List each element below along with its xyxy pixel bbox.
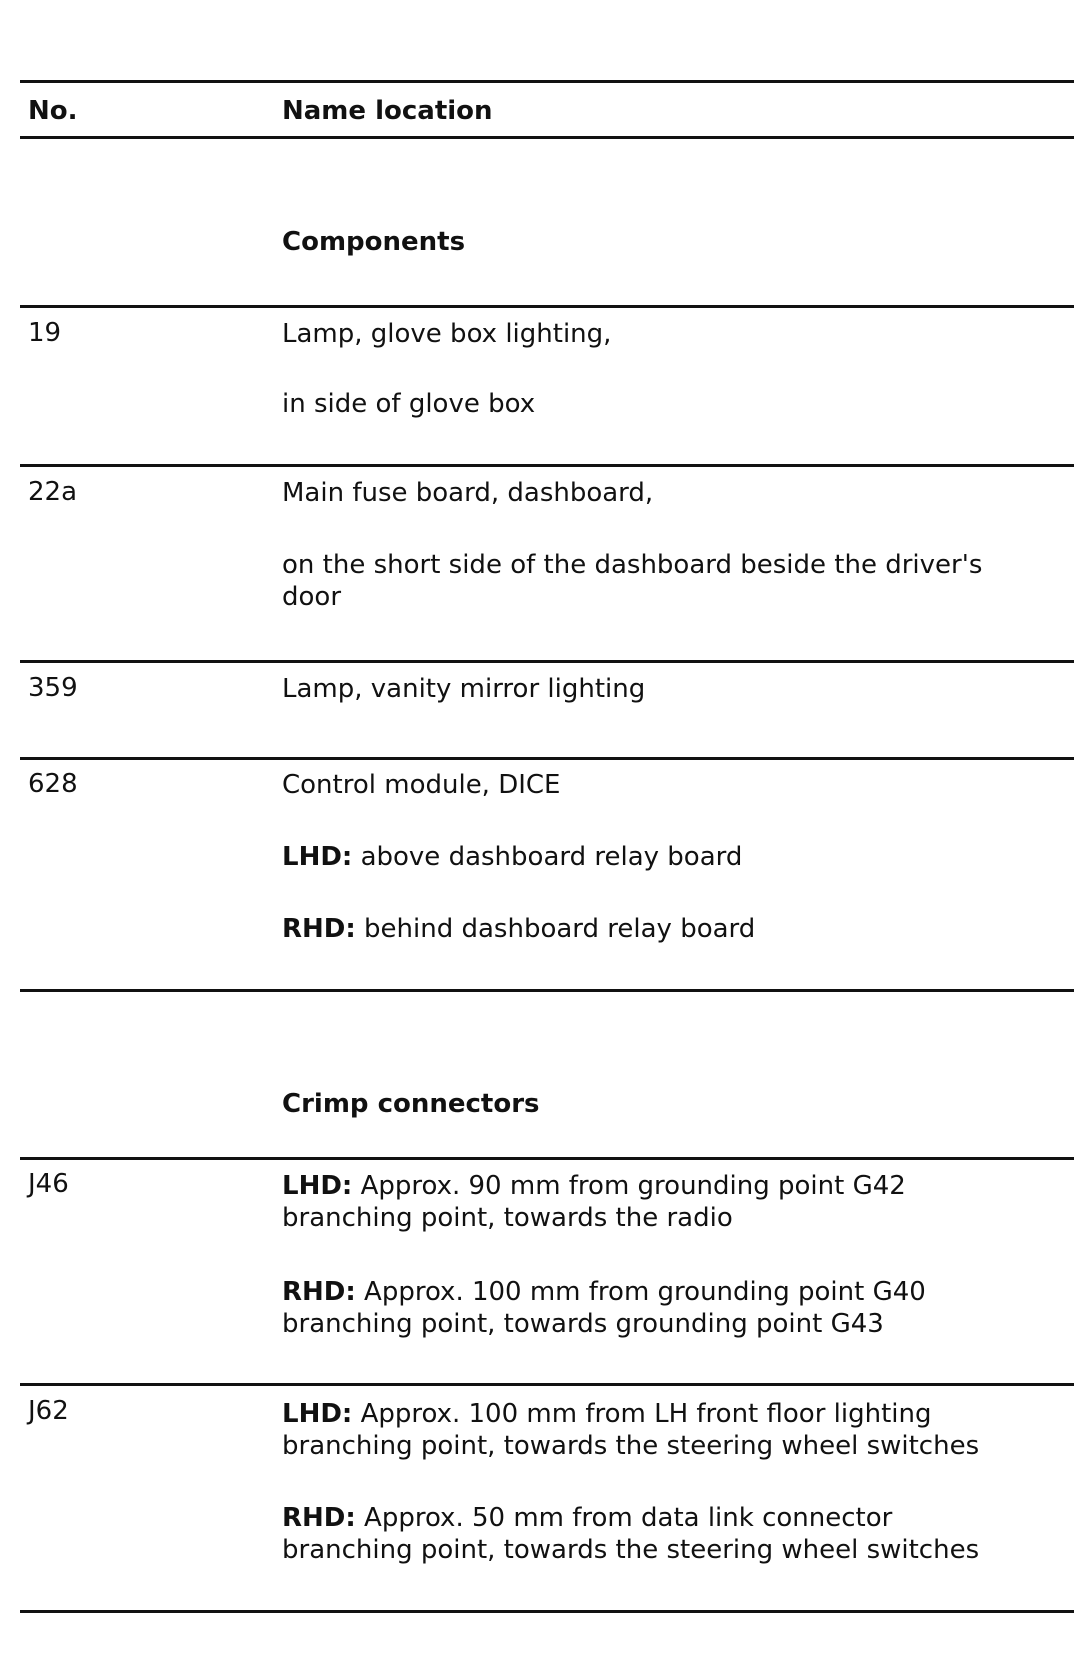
item-location: in side of glove box xyxy=(282,389,536,419)
lhd-label: LHD: xyxy=(282,1171,353,1201)
rhd-text: Approx. 50 mm from data link connector xyxy=(364,1503,893,1533)
item-description: Lamp, vanity mirror lighting xyxy=(282,674,646,704)
rhd-label: RHD: xyxy=(282,1503,356,1533)
item-description: Lamp, glove box lighting, xyxy=(282,319,612,349)
lhd-text: Approx. 90 mm from grounding point G42 xyxy=(360,1171,906,1201)
item-location-line: branching point, towards the steering wheel switches xyxy=(282,1431,980,1461)
header-bottom-rule xyxy=(20,136,1074,139)
item-location-rhd xyxy=(282,1502,892,1534)
section-title: Crimp connectors xyxy=(282,1089,540,1119)
item-location-rhd xyxy=(282,1276,926,1308)
item-location-line: branching point, towards the steering wheel switches xyxy=(282,1535,980,1565)
header-top-rule xyxy=(20,80,1074,83)
row-divider xyxy=(20,464,1074,467)
item-location: on the short side of the dashboard beside the driver's xyxy=(282,550,983,580)
row-divider xyxy=(20,1383,1074,1386)
row-divider xyxy=(20,660,1074,663)
row-divider xyxy=(20,1157,1074,1160)
item-location-rhd xyxy=(282,913,755,945)
item-location-line: branching point, towards the radio xyxy=(282,1203,733,1233)
item-description: Control module, DICE xyxy=(282,770,561,800)
row-divider xyxy=(20,305,1074,308)
item-number: J46 xyxy=(28,1169,69,1199)
lhd-text: above dashboard relay board xyxy=(360,842,743,872)
section-end-rule xyxy=(20,989,1074,992)
rhd-label: RHD: xyxy=(282,914,356,944)
column-header-name-location: Name location xyxy=(282,96,493,126)
item-number: 628 xyxy=(28,769,78,799)
column-header-no: No. xyxy=(28,96,78,126)
rhd-label: RHD: xyxy=(282,1277,356,1307)
item-location-lhd xyxy=(282,841,742,873)
item-location: door xyxy=(282,582,342,612)
table-bottom-rule xyxy=(20,1610,1074,1613)
lhd-text: Approx. 100 mm from LH front floor lighting xyxy=(360,1399,932,1429)
section-title: Components xyxy=(282,227,466,257)
item-number: 19 xyxy=(28,318,62,348)
item-location-lhd xyxy=(282,1170,906,1202)
item-location-lhd xyxy=(282,1398,932,1430)
item-location-line: branching point, towards grounding point G43 xyxy=(282,1309,884,1339)
rhd-text: behind dashboard relay board xyxy=(364,914,756,944)
item-number: 22a xyxy=(28,477,78,507)
item-number: J62 xyxy=(28,1396,69,1426)
item-number: 359 xyxy=(28,673,78,703)
item-description: Main fuse board, dashboard, xyxy=(282,478,654,508)
lhd-label: LHD: xyxy=(282,1399,353,1429)
row-divider xyxy=(20,757,1074,760)
rhd-text: Approx. 100 mm from grounding point G40 xyxy=(364,1277,926,1307)
lhd-label: LHD: xyxy=(282,842,353,872)
